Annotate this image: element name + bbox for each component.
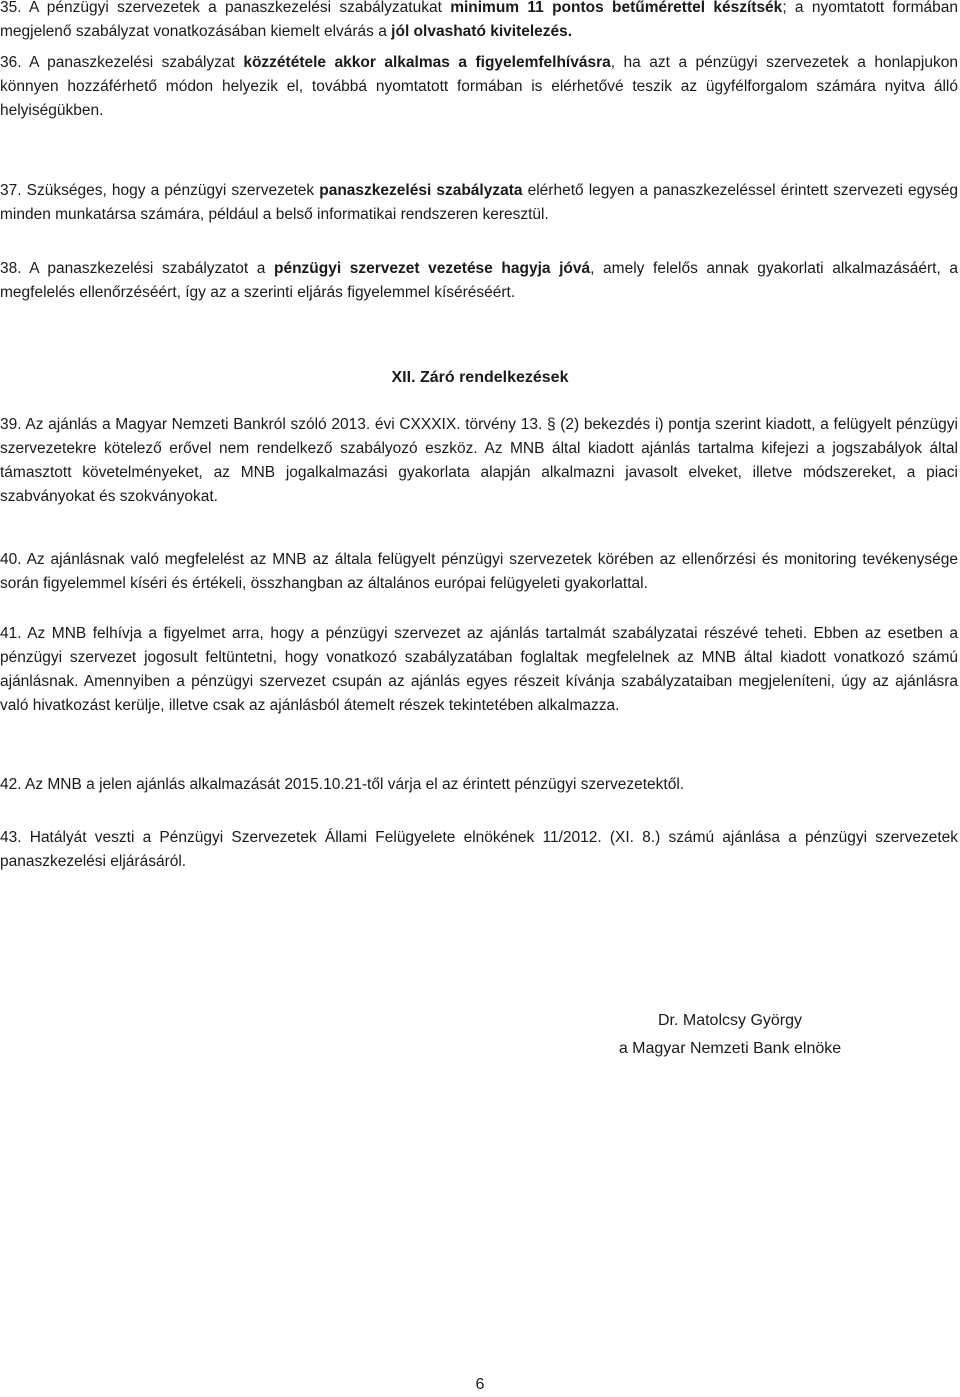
- paragraph-35: [0, 0, 958, 44]
- p36-bold-1: közzététele akkor alkalmas a figyelemfelhívásra: [243, 54, 611, 71]
- paragraph-38: [0, 257, 958, 305]
- paragraph-43: 43. Hatályát veszti a Pénzügyi Szervezetek Állami Felügyelete elnökének 11/2012. (XI. 8.) számú ajánlása a pénzügyi szervezetek panaszkezelési eljárásáról.: [0, 829, 958, 870]
- p38-bold-1: pénzügyi szervezet vezetése hagyja jóvá: [273, 260, 591, 277]
- p35-bold-1: minimum 11 pontos betűmérettel készítsék: [450, 0, 783, 16]
- signature-block: [580, 1007, 880, 1063]
- paragraph-40: 40. Az ajánlásnak való megfelelést az MNB az általa felügyelt pénzügyi szervezetek körében az ellenőrzési és monitoring tevékenysége során figyelemmel kíséri és értékeli, összhangban az általános európai felügyeleti gyakorlattal.: [0, 551, 958, 592]
- p38-text-2: , amely felelős annak gyakorlati alkalmazásáért, a megfelelés ellenőrzéséért, így az a szerinti eljárás figyelemmel kíséréséért.: [0, 260, 958, 301]
- paragraph-39: 39. Az ajánlás a Magyar Nemzeti Bankról szóló 2013. évi CXXXIX. törvény 13. § (2) bekezdés i) pontja szerint kiadott, a felügyelt pénzügyi szervezetekre kötelező erővel nem rendelkező szabályozó eszköz. Az MNB által kiadott ajánlás tartalma kifejezi a jogszabályok által támasztott követelményeket, az MNB jogalkalmazási gyakorlata alapján alkalmazni javasolt elveket, illetve módszereket, a piaci szabványokat és szokványokat.: [0, 416, 958, 505]
- p37-text-2: elérhető legyen a panaszkezeléssel érintett szervezeti egység minden munkatársa számára, például a belső informatikai rendszeren keresztül.: [0, 182, 958, 223]
- p37-bold-1: panaszkezelési szabályzata: [319, 182, 523, 199]
- p36-text-2: , ha azt a pénzügyi szervezetek a honlapjukon könnyen hozzáférhető módon helyezik el, továbbá nyomtatott formában is elérhetővé teszik az ügyfélforgalom számára nyitva álló helyiségükben.: [0, 54, 958, 119]
- paragraph-41: 41. Az MNB felhívja a figyelmet arra, hogy a pénzügyi szervezet az ajánlás tartalmát szabályzatai részévé teheti. Ebben az esetben a pénzügyi szervezet jogosult feltüntetni, hogy vonatkozó szabályzatában foglaltak megfelelnek az MNB által kiadott vonatkozó számú ajánlásnak. Amennyiben a pénzügyi szervezet csupán az ajánlás egyes részeit kívánja szabályzataiban megjeleníteni, úgy az ajánlásra való hivatkozást kerülje, illetve csak az ajánlásból átemelt részek tekintetében alkalmazza.: [0, 625, 958, 714]
- p36-text-1: 36. A panaszkezelési szabályzat: [0, 54, 244, 71]
- p35-bold-2: jól olvasható kivitelezés.: [391, 23, 573, 40]
- p35-text-1: 35. A pénzügyi szervezetek a panaszkezelési szabályzatukat: [0, 0, 451, 16]
- paragraph-37: [0, 179, 958, 227]
- signatory-name: Dr. Matolcsy György: [657, 1012, 803, 1029]
- p37-text-1: 37. Szükséges, hogy a pénzügyi szervezetek: [0, 182, 320, 199]
- section-heading: XII. Záró rendelkezések: [391, 369, 569, 386]
- signatory-title: a Magyar Nemzeti Bank elnöke: [618, 1040, 842, 1057]
- p35-text-2: ; a nyomtatott formában megjelenő szabályzat vonatkozásában kiemelt elvárás a: [0, 0, 959, 40]
- paragraph-36: [0, 51, 958, 123]
- p38-text-1: 38. A panaszkezelési szabályzatot a: [0, 260, 274, 277]
- paragraph-42: 42. Az MNB a jelen ajánlás alkalmazását 2015.10.21-től várja el az érintett pénzügyi szervezetektől.: [0, 776, 685, 793]
- page-number: 6: [475, 1376, 485, 1393]
